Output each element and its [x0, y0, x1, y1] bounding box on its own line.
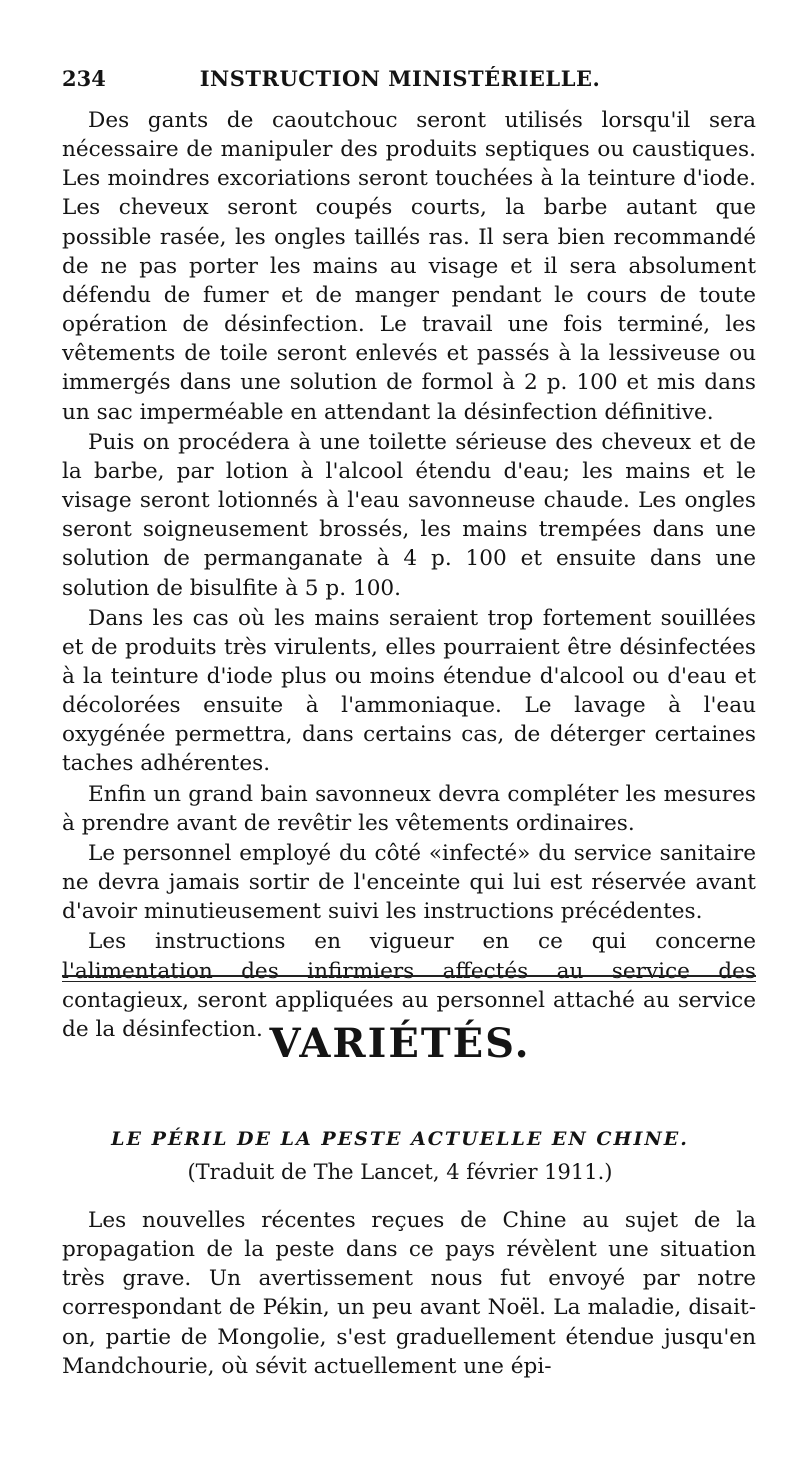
paragraph: Enfin un grand bain savonneux devra compléter les mesures à prendre avant de revêtir les vêtements ordinaires. — [62, 781, 756, 836]
page-number: 234 — [62, 66, 106, 91]
paragraph: Les nouvelles récentes reçues de Chine au sujet de la propagation de la peste dans ce pays révèlent une situation très grave. Un avertissement nous fut envoyé par notre correspondant de Pékin, un peu avant Noël. La maladie, disait-on, partie de Mongolie, s'est graduellement étendue jusqu'en Mandchourie, où sévit actuellement une épi- — [62, 1208, 756, 1379]
page-header — [62, 60, 738, 100]
paragraph: Des gants de caoutchouc seront utilisés lorsqu'il sera nécessaire de manipuler des produits septiques ou caustiques. Les moindres excoriations seront touchées à la teinture d'iode. Les cheveux seront coupés courts, la barbe autant que possible rasée, les ongles taillés ras. Il sera bien recommandé de ne pas porter les mains au visage et il sera absolument défendu de fumer et de manger pendant le cours de toute opération de désinfection. Le travail une fois terminé, les vêtements de toile seront enlevés et passés à la lessiveuse ou immergés dans une solution de formol à 2 p. 100 et mis dans un sac imperméable en attendant la désinfection définitive. — [62, 108, 756, 425]
paragraph: Dans les cas où les mains seraient trop fortement souillées et de produits très virulents, elles pourraient être désinfectées à la teinture d'iode plus ou moins étendue d'alcool ou d'eau et décolorées ensuite à l'ammoniaque. Le lavage à l'eau oxygénée permettra, dans certains cas, de déterger certaines taches adhérentes. — [62, 605, 756, 777]
paragraph: Puis on procédera à une toilette sérieuse des cheveux et de la barbe, par lotion à l'alcool étendu d'eau; les mains et le visage seront lotionnés à l'eau savonneuse chaude. Les ongles seront soigneusement brossés, les mains trempées dans une solution de permanganate à 4 p. 100 et ensuite dans une solution de bisulfite à 5 p. 100. — [62, 429, 756, 601]
instruction-text — [62, 106, 756, 1045]
paragraph: Le personnel employé du côté «infecté» du service sanitaire ne devra jamais sortir de l'enceinte qui lui est réservée avant d'avoir minutieusement suivi les instructions précédentes. — [62, 840, 756, 925]
article-title: LE PÉRIL DE LA PESTE ACTUELLE EN CHINE. — [111, 1128, 689, 1150]
running-title: INSTRUCTION MINISTÉRIELLE. — [199, 66, 601, 91]
article-source: (Traduit de The Lancet, 4 février 1911.) — [187, 1160, 613, 1184]
section-divider-thin — [62, 981, 756, 982]
paragraph: Les instructions en vigueur en ce qui concerne l'alimentation des infirmiers affectés au service des contagieux, seront appliquées au personnel attaché au service de la désinfection. — [62, 929, 756, 1042]
section-divider — [62, 975, 756, 977]
article-text — [62, 1206, 756, 1381]
section-title: VARIÉTÉS. — [269, 1020, 531, 1067]
